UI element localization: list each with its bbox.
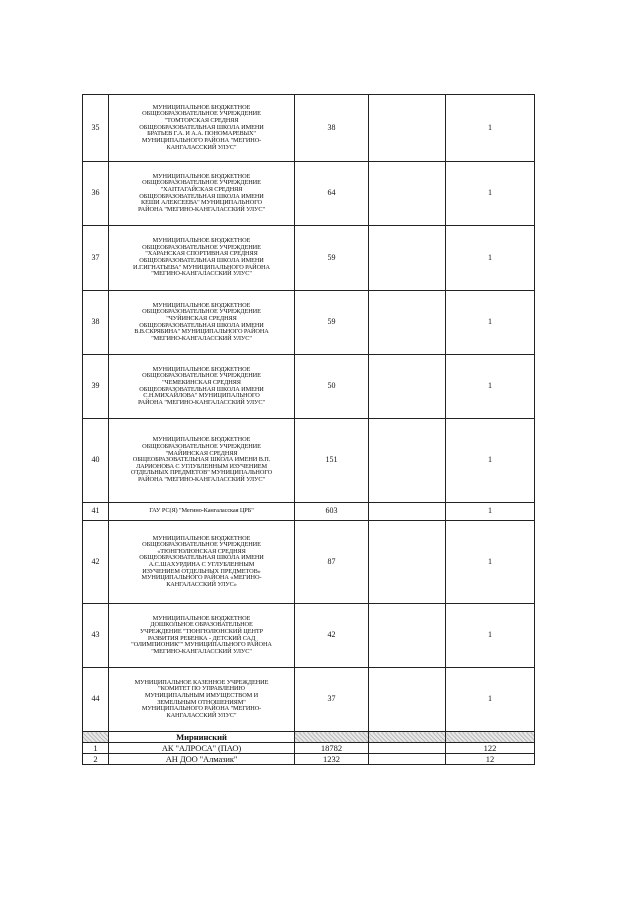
table-row bbox=[83, 503, 535, 521]
value-cell: 1232 bbox=[295, 754, 369, 765]
value-cell: 59 bbox=[295, 291, 369, 355]
table-row bbox=[83, 226, 535, 291]
organization-name-text: МУНИЦИПАЛЬНОЕ БЮДЖЕТНОЕ ОБЩЕОБРАЗОВАТЕЛЬНОЕ УЧРЕЖДЕНИЕ "ХАРАНСКАЯ СПОРТИВНАЯ СРЕДНЯЯ ОБЩЕОБРАЗОВАТЕЛЬНАЯ ШКОЛА ИМЕНИ И.Г.ИГНАТЬЕВА" МУНИЦИПАЛЬНОГО РАЙОНА "МЕГИНО-КАНГАЛАССКИЙ УЛУС" bbox=[133, 237, 270, 278]
count-cell: 1 bbox=[446, 95, 535, 162]
count-cell: 1 bbox=[446, 604, 535, 668]
hatched-cell bbox=[446, 732, 535, 743]
organization-name: АН ДОО "Алмазик" bbox=[109, 754, 295, 765]
row-number: 1 bbox=[83, 743, 109, 754]
table-row bbox=[83, 668, 535, 732]
empty-cell bbox=[369, 162, 446, 226]
table-row bbox=[83, 743, 535, 754]
empty-cell bbox=[369, 291, 446, 355]
count-cell: 1 bbox=[446, 226, 535, 291]
empty-cell bbox=[369, 355, 446, 419]
count-cell: 1 bbox=[446, 162, 535, 226]
organization-name bbox=[109, 419, 295, 503]
value-cell: 87 bbox=[295, 521, 369, 604]
value-cell: 151 bbox=[295, 419, 369, 503]
table-row bbox=[83, 95, 535, 162]
hatched-cell bbox=[295, 732, 369, 743]
table-row bbox=[83, 162, 535, 226]
table-row bbox=[83, 419, 535, 503]
count-cell: 1 bbox=[446, 291, 535, 355]
empty-cell bbox=[369, 226, 446, 291]
hatched-cell bbox=[369, 732, 446, 743]
row-number: 36 bbox=[83, 162, 109, 226]
empty-cell bbox=[369, 604, 446, 668]
row-number: 40 bbox=[83, 419, 109, 503]
count-cell: 1 bbox=[446, 503, 535, 521]
organization-name bbox=[109, 291, 295, 355]
organization-name bbox=[109, 226, 295, 291]
district-name: Мирнинский bbox=[109, 732, 295, 743]
organization-name bbox=[109, 95, 295, 162]
table-row bbox=[83, 754, 535, 765]
count-cell: 1 bbox=[446, 668, 535, 732]
organization-name bbox=[109, 503, 295, 521]
organization-name-text: МУНИЦИПАЛЬНОЕ БЮДЖЕТНОЕ ОБЩЕОБРАЗОВАТЕЛЬНОЕ УЧРЕЖДЕНИЕ "ТОМТОРСКАЯ СРЕДНЯЯ ОБЩЕОБРАЗОВАТЕЛЬНАЯ ШКОЛА ИМЕНИ БРАТЬЕВ Г.А. И А.А. ПОНОМАРЕВЫХ" МУНИЦИПАЛЬНОГО РАЙОНА "МЕГИНО- КАНГАЛАССКИЙ УЛУС" bbox=[139, 103, 264, 151]
empty-cell bbox=[369, 743, 446, 754]
row-number: 44 bbox=[83, 668, 109, 732]
count-cell: 122 bbox=[446, 743, 535, 754]
count-cell: 12 bbox=[446, 754, 535, 765]
empty-cell bbox=[369, 419, 446, 503]
empty-cell bbox=[369, 668, 446, 732]
organization-name-text: МУНИЦИПАЛЬНОЕ БЮДЖЕТНОЕ ОБЩЕОБРАЗОВАТЕЛЬНОЕ УЧРЕЖДЕНИЕ «ТЮНГЮЛЮНСКАЯ СРЕДНЯЯ ОБЩЕОБРАЗОВАТЕЛЬНАЯ ШКОЛА ИМЕНИ А.С.ШАХУРДИНА С УГЛУБЛЕННЫМ ИЗУЧЕНИЕМ ОТДЕЛЬНЫХ ПРЕДМЕТОВ» МУНИЦИПАЛЬНОГО РАЙОНА «МЕГИНО- КАНГАЛАССКИЙ УЛУС» bbox=[139, 534, 264, 588]
value-cell: 50 bbox=[295, 355, 369, 419]
organization-name bbox=[109, 162, 295, 226]
count-cell: 1 bbox=[446, 355, 535, 419]
organization-name-text: МУНИЦИПАЛЬНОЕ БЮДЖЕТНОЕ ОБЩЕОБРАЗОВАТЕЛЬНОЕ УЧРЕЖДЕНИЕ "ЧЕМЕКИНСКАЯ СРЕДНЯЯ ОБЩЕОБРАЗОВАТЕЛЬНАЯ ШКОЛА ИМЕНИ С.Н.МИХАЙЛОВА" МУНИЦИПАЛЬНОГО РАЙОНА "МЕГИНО-КАНГАЛАССКИЙ УЛУС" bbox=[138, 365, 265, 406]
count-cell: 1 bbox=[446, 419, 535, 503]
count-cell: 1 bbox=[446, 521, 535, 604]
table-row bbox=[83, 521, 535, 604]
table-row bbox=[83, 604, 535, 668]
empty-cell bbox=[369, 521, 446, 604]
organization-name-text: ГАУ РС(Я) "Мегино-Кангаласская ЦРБ" bbox=[149, 507, 254, 515]
row-number: 35 bbox=[83, 95, 109, 162]
value-cell: 59 bbox=[295, 226, 369, 291]
empty-cell bbox=[369, 95, 446, 162]
row-number: 37 bbox=[83, 226, 109, 291]
organization-name: АК "АЛРОСА" (ПАО) bbox=[109, 743, 295, 754]
organization-name-text: МУНИЦИПАЛЬНОЕ БЮДЖЕТНОЕ ОБЩЕОБРАЗОВАТЕЛЬНОЕ УЧРЕЖДЕНИЕ "МАЙИНСКАЯ СРЕДНЯЯ ОБЩЕОБРАЗОВАТЕЛЬНАЯ ШКОЛА ИМЕНИ В.П. ЛАРИОНОВА С УГЛУБЛЕННЫМ ИЗУЧЕНИЕМ ОТДЕЛЬНЫХ ПРЕДМЕТОВ" МУНИЦИПАЛЬНОГО РАЙОНА "МЕГИНО-КАНГАЛАССКИЙ УЛУС" bbox=[130, 436, 273, 484]
row-number: 42 bbox=[83, 521, 109, 604]
hatched-cell bbox=[83, 732, 109, 743]
value-cell: 37 bbox=[295, 668, 369, 732]
organization-name bbox=[109, 604, 295, 668]
organization-name-text: МУНИЦИПАЛЬНОЕ БЮДЖЕТНОЕ ОБЩЕОБРАЗОВАТЕЛЬНОЕ УЧРЕЖДЕНИЕ "ЧУЙИНСКАЯ СРЕДНЯЯ ОБЩЕОБРАЗОВАТЕЛЬНАЯ ШКОЛА ИМЕНИ В.В.СКРЯБИНА" МУНИЦИПАЛЬНОГО РАЙОНА "МЕГИНО-КАНГАЛАССКИЙ УЛУС" bbox=[134, 301, 269, 342]
row-number: 38 bbox=[83, 291, 109, 355]
table-row bbox=[83, 355, 535, 419]
value-cell: 64 bbox=[295, 162, 369, 226]
organization-name bbox=[109, 668, 295, 732]
row-number: 2 bbox=[83, 754, 109, 765]
row-number: 39 bbox=[83, 355, 109, 419]
organization-name-text: МУНИЦИПАЛЬНОЕ БЮДЖЕТНОЕ ОБЩЕОБРАЗОВАТЕЛЬНОЕ УЧРЕЖДЕНИЕ "ХАПТАГАЙСКАЯ СРЕДНЯЯ ОБЩЕОБРАЗОВАТЕЛЬНАЯ ШКОЛА ИМЕНИ КЕШИ АЛЕКСЕЕВА" МУНИЦИПАЛЬНОГО РАЙОНА "МЕГИНО-КАНГАЛАССКИЙ УЛУС" bbox=[138, 172, 265, 213]
organization-name bbox=[109, 355, 295, 419]
empty-cell bbox=[369, 503, 446, 521]
value-cell: 18782 bbox=[295, 743, 369, 754]
empty-cell bbox=[369, 754, 446, 765]
value-cell: 603 bbox=[295, 503, 369, 521]
organization-name-text: МУНИЦИПАЛЬНОЕ КАЗЕННОЕ УЧРЕЖДЕНИЕ "КОМИТЕТ ПО УПРАВЛЕНИЮ МУНИЦИПАЛЬНЫМ ИМУЩЕСТВОМ И ЗЕМЕЛЬНЫМ ОТНОШЕНИЯМ" МУНИЦИПАЛЬНОГО РАЙОНА "МЕГИНО- КАНГАЛАССКИЙ УЛУС" bbox=[134, 678, 269, 719]
row-number: 43 bbox=[83, 604, 109, 668]
value-cell: 42 bbox=[295, 604, 369, 668]
value-cell: 38 bbox=[295, 95, 369, 162]
district-header-row bbox=[83, 732, 535, 743]
organization-name bbox=[109, 521, 295, 604]
table-row bbox=[83, 291, 535, 355]
row-number: 41 bbox=[83, 503, 109, 521]
organization-name-text: МУНИЦИПАЛЬНОЕ БЮДЖЕТНОЕ ДОШКОЛЬНОЕ ОБРАЗОВАТЕЛЬНОЕ УЧРЕЖДЕНИЕ "ТЮНГЮЛЮНСКИЙ ЦЕНТР РАЗВИТИЯ РЕБЕНКА - ДЕТСКИЙ САД "ОЛИМПИОНИК"" МУНИЦИПАЛЬНОГО РАЙОНА "МЕГИНО-КАНГАЛАССКИЙ УЛУС" bbox=[131, 614, 272, 655]
data-table bbox=[82, 94, 535, 765]
